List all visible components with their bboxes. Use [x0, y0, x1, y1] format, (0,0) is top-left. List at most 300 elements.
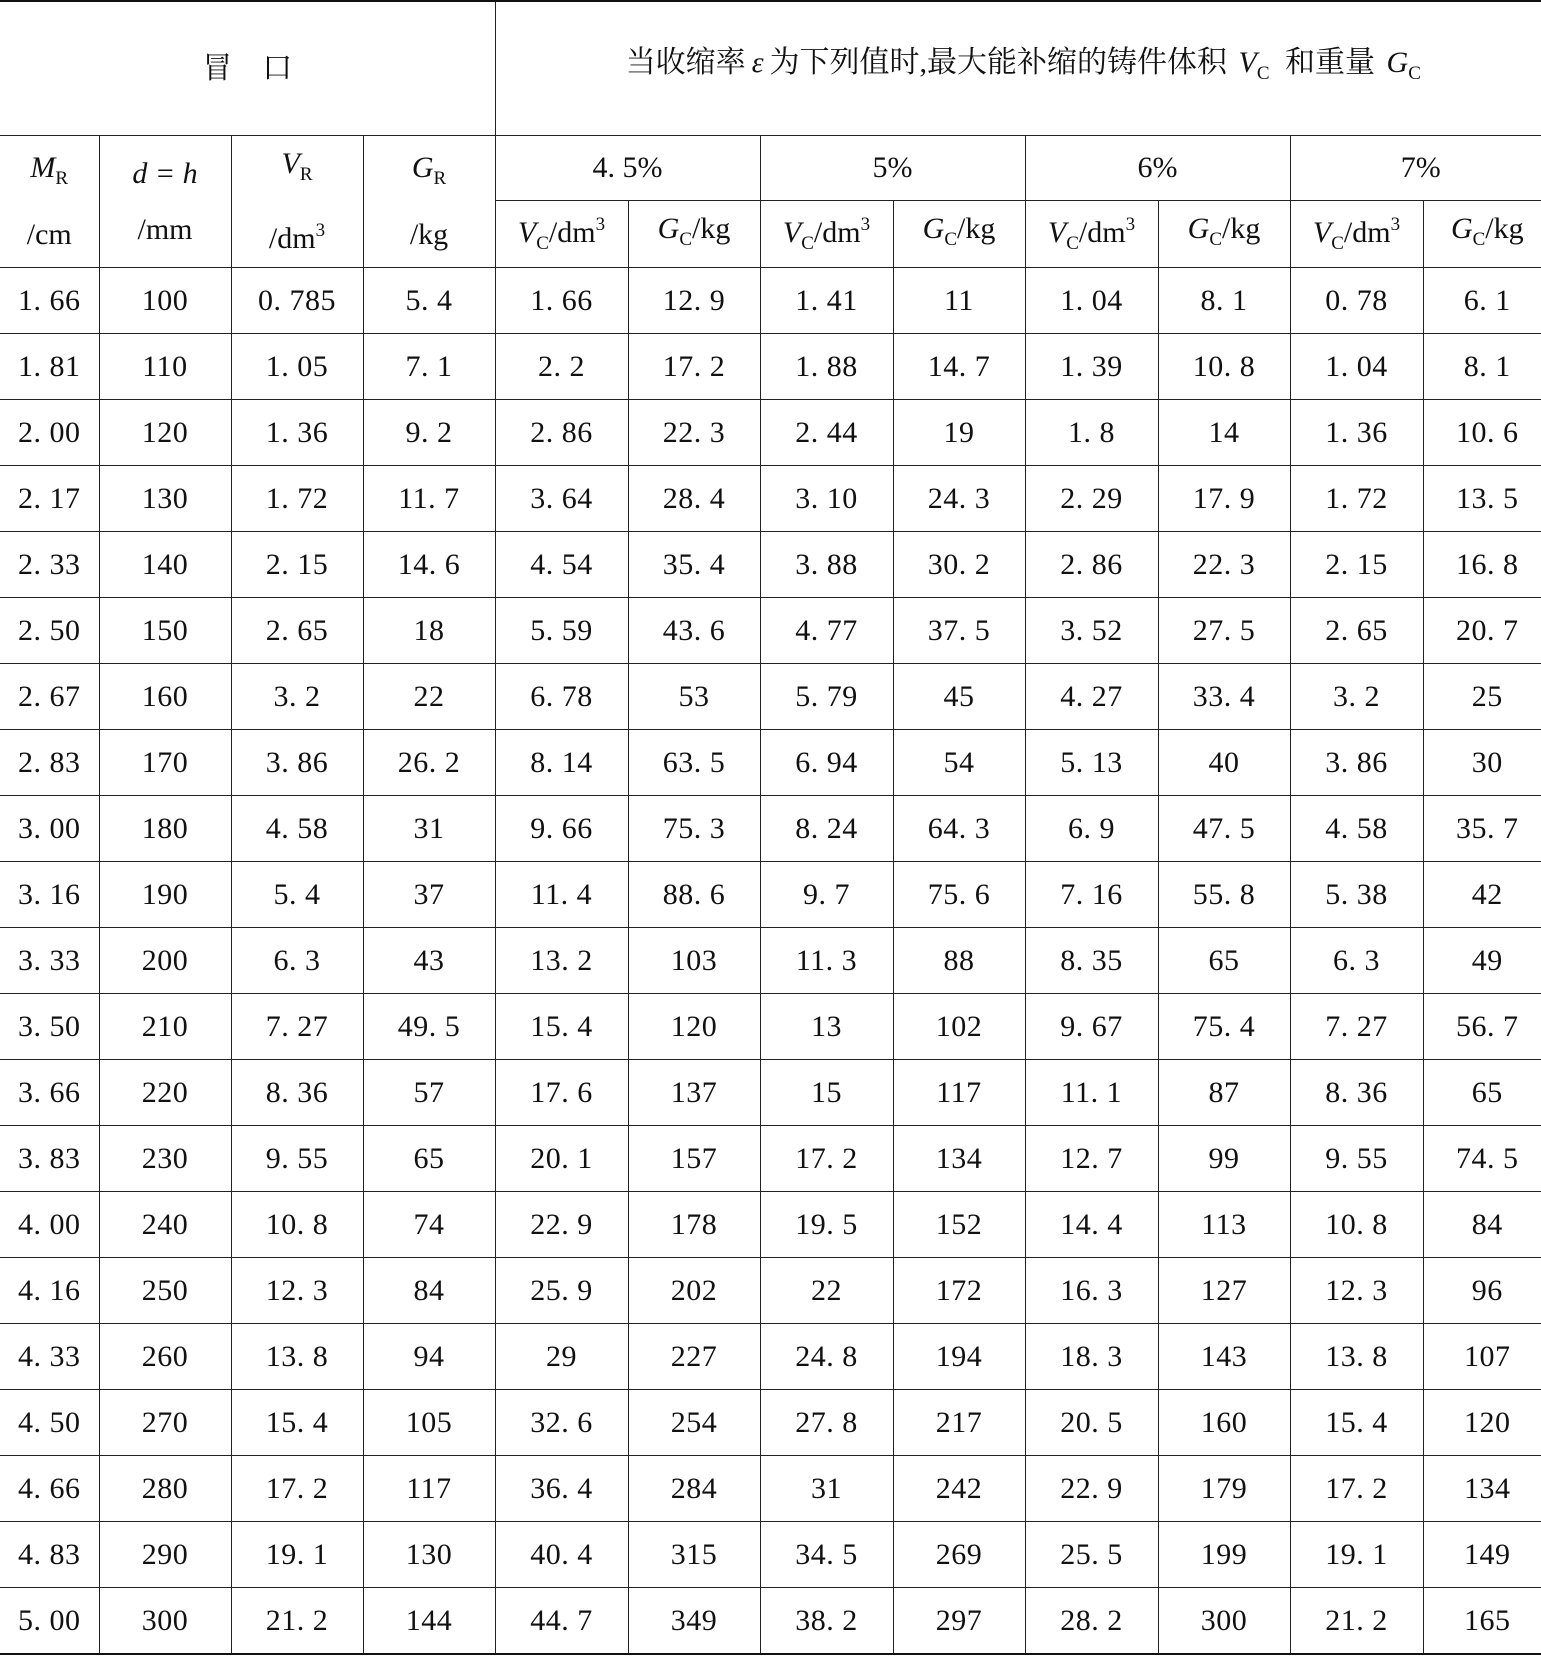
table-body	[0, 268, 1541, 1655]
condition-and: 和重量	[1285, 46, 1376, 79]
cell-vr: 17. 2	[231, 1456, 363, 1522]
cell-mr: 3. 83	[0, 1126, 99, 1192]
cell-vc-4-5: 3. 64	[495, 466, 628, 532]
cell-vc-5: 2. 44	[760, 400, 893, 466]
cell-vr: 1. 05	[231, 334, 363, 400]
table-row	[0, 268, 1541, 334]
vc-sub-symbol: V	[1047, 215, 1067, 249]
cell-gc-6: 65	[1158, 928, 1290, 994]
vc-sub-unit-sup: 3	[1390, 213, 1401, 235]
cell-gc-5: 37. 5	[893, 598, 1025, 664]
cell-gc-4-5: 53	[628, 664, 760, 730]
cell-vc-5: 22	[760, 1258, 893, 1324]
mr-subscript: R	[55, 168, 69, 189]
gc-sub-subscript: C	[944, 228, 957, 250]
cell-gc-5: 297	[893, 1588, 1025, 1655]
cell-dh: 140	[99, 532, 231, 598]
cell-vc-5: 19. 5	[760, 1192, 893, 1258]
cell-gc-5: 269	[893, 1522, 1025, 1588]
vc-sub-subscript: C	[1066, 232, 1079, 254]
cell-gc-6: 33. 4	[1158, 664, 1290, 730]
cell-dh: 210	[99, 994, 231, 1060]
cell-vc-4-5: 25. 9	[495, 1258, 628, 1324]
cell-mr: 4. 33	[0, 1324, 99, 1390]
gr-unit: /kg	[409, 218, 449, 251]
cell-vr: 13. 8	[231, 1324, 363, 1390]
cell-vc-6: 6. 9	[1025, 796, 1158, 862]
riser-group-header	[0, 1, 495, 136]
cell-mr: 2. 83	[0, 730, 99, 796]
cell-gc-5: 134	[893, 1126, 1025, 1192]
cell-gr: 130	[363, 1522, 495, 1588]
cell-vc-4-5: 22. 9	[495, 1192, 628, 1258]
cell-vc-6: 8. 35	[1025, 928, 1158, 994]
cell-gc-7: 10. 6	[1423, 400, 1541, 466]
vc-sub-symbol: V	[1312, 215, 1332, 249]
cell-vc-6: 14. 4	[1025, 1192, 1158, 1258]
cell-vc-4-5: 5. 59	[495, 598, 628, 664]
cell-gc-6: 75. 4	[1158, 994, 1290, 1060]
cell-gc-7: 149	[1423, 1522, 1541, 1588]
cell-gr: 18	[363, 598, 495, 664]
cell-vc-6: 2. 29	[1025, 466, 1158, 532]
cell-gc-4-5: 315	[628, 1522, 760, 1588]
table-row	[0, 862, 1541, 928]
cell-gr: 22	[363, 664, 495, 730]
cell-dh: 190	[99, 862, 231, 928]
cell-gc-4-5: 202	[628, 1258, 760, 1324]
gc-sub-symbol: G	[1450, 211, 1473, 245]
cell-gr: 31	[363, 796, 495, 862]
cell-vc-5: 6. 94	[760, 730, 893, 796]
cell-vc-7: 1. 04	[1290, 334, 1423, 400]
cell-gr: 37	[363, 862, 495, 928]
cell-gr: 49. 5	[363, 994, 495, 1060]
cell-vc-4-5: 1. 66	[495, 268, 628, 334]
cell-mr: 2. 67	[0, 664, 99, 730]
vc-subscript: C	[1256, 63, 1270, 84]
cell-gc-6: 22. 3	[1158, 532, 1290, 598]
cell-vc-6: 4. 27	[1025, 664, 1158, 730]
cell-gc-6: 8. 1	[1158, 268, 1290, 334]
vc-sub-unit: /dm	[1078, 215, 1126, 249]
cell-vc-7: 3. 86	[1290, 730, 1423, 796]
dh-label: d = h	[132, 156, 198, 190]
cell-gc-6: 87	[1158, 1060, 1290, 1126]
rate-header-6: 6%	[1025, 136, 1290, 201]
cell-gc-6: 179	[1158, 1456, 1290, 1522]
cell-gc-5: 194	[893, 1324, 1025, 1390]
gc-sub-unit: /kg	[692, 211, 731, 245]
subheader-gc-7	[1423, 201, 1541, 268]
rate-header-5: 5%	[760, 136, 1025, 201]
cell-vc-7: 12. 3	[1290, 1258, 1423, 1324]
cell-gc-5: 64. 3	[893, 796, 1025, 862]
cell-dh: 230	[99, 1126, 231, 1192]
cell-vc-6: 16. 3	[1025, 1258, 1158, 1324]
cell-vc-6: 3. 52	[1025, 598, 1158, 664]
cell-vr: 10. 8	[231, 1192, 363, 1258]
cell-mr: 3. 16	[0, 862, 99, 928]
cell-vr: 2. 15	[231, 532, 363, 598]
cell-gc-5: 117	[893, 1060, 1025, 1126]
mr-symbol: M	[30, 151, 56, 184]
cell-gc-7: 8. 1	[1423, 334, 1541, 400]
vr-unit: /dm	[268, 222, 316, 255]
gc-sub-subscript: C	[1472, 228, 1486, 250]
rate-header-7: 7%	[1290, 136, 1541, 201]
cell-gc-5: 45	[893, 664, 1025, 730]
gc-sub-symbol: G	[922, 211, 945, 245]
subheader-vc-5	[760, 201, 893, 268]
cell-vc-6: 1. 8	[1025, 400, 1158, 466]
cell-gc-4-5: 35. 4	[628, 532, 760, 598]
cell-vc-7: 2. 15	[1290, 532, 1423, 598]
cell-dh: 270	[99, 1390, 231, 1456]
cell-dh: 130	[99, 466, 231, 532]
cell-vc-6: 9. 67	[1025, 994, 1158, 1060]
cell-vc-6: 7. 16	[1025, 862, 1158, 928]
subheader-gc-5	[893, 201, 1025, 268]
table-row	[0, 1126, 1541, 1192]
cell-vr: 21. 2	[231, 1588, 363, 1655]
cell-vc-4-5: 40. 4	[495, 1522, 628, 1588]
table-row	[0, 1390, 1541, 1456]
cell-mr: 4. 16	[0, 1258, 99, 1324]
cell-gc-5: 152	[893, 1192, 1025, 1258]
cell-dh: 290	[99, 1522, 231, 1588]
cell-vc-5: 17. 2	[760, 1126, 893, 1192]
cell-gr: 57	[363, 1060, 495, 1126]
subheader-vc-6	[1025, 201, 1158, 268]
cell-gc-5: 172	[893, 1258, 1025, 1324]
cell-vc-4-5: 32. 6	[495, 1390, 628, 1456]
cell-mr: 2. 33	[0, 532, 99, 598]
table-row	[0, 1522, 1541, 1588]
cell-vc-7: 2. 65	[1290, 598, 1423, 664]
cell-gr: 65	[363, 1126, 495, 1192]
vr-subscript: R	[299, 164, 313, 185]
cell-gc-7: 96	[1423, 1258, 1541, 1324]
cell-vc-4-5: 9. 66	[495, 796, 628, 862]
vr-unit-sup: 3	[315, 220, 326, 241]
cell-mr: 3. 00	[0, 796, 99, 862]
cell-gc-4-5: 254	[628, 1390, 760, 1456]
cell-vr: 3. 86	[231, 730, 363, 796]
cell-vc-6: 1. 04	[1025, 268, 1158, 334]
cell-vc-7: 8. 36	[1290, 1060, 1423, 1126]
cell-gc-7: 20. 7	[1423, 598, 1541, 664]
cell-vc-5: 31	[760, 1456, 893, 1522]
cell-gc-4-5: 28. 4	[628, 466, 760, 532]
cell-gc-7: 49	[1423, 928, 1541, 994]
cell-vc-6: 1. 39	[1025, 334, 1158, 400]
cell-vc-4-5: 6. 78	[495, 664, 628, 730]
cell-gr: 94	[363, 1324, 495, 1390]
cell-gc-6: 17. 9	[1158, 466, 1290, 532]
cell-vc-4-5: 44. 7	[495, 1588, 628, 1655]
table-row	[0, 994, 1541, 1060]
cell-vc-5: 3. 10	[760, 466, 893, 532]
cell-gc-6: 10. 8	[1158, 334, 1290, 400]
vc-symbol: V	[1238, 46, 1257, 79]
cell-gc-4-5: 120	[628, 994, 760, 1060]
cell-gc-4-5: 75. 3	[628, 796, 760, 862]
cell-vc-7: 3. 2	[1290, 664, 1423, 730]
gc-sub-unit: /kg	[1222, 211, 1261, 245]
table-row	[0, 1258, 1541, 1324]
cell-gc-5: 242	[893, 1456, 1025, 1522]
table-row	[0, 928, 1541, 994]
cell-vr: 19. 1	[231, 1522, 363, 1588]
cell-vc-6: 25. 5	[1025, 1522, 1158, 1588]
condition-middle: 为下列值时,最大能补缩的铸件体积	[769, 46, 1228, 79]
gr-subscript: R	[433, 168, 447, 189]
cell-gc-7: 65	[1423, 1060, 1541, 1126]
cell-gr: 14. 6	[363, 532, 495, 598]
cell-dh: 250	[99, 1258, 231, 1324]
cell-gc-5: 88	[893, 928, 1025, 994]
cell-gc-7: 107	[1423, 1324, 1541, 1390]
cell-gc-6: 47. 5	[1158, 796, 1290, 862]
cell-mr: 2. 50	[0, 598, 99, 664]
cell-vc-7: 19. 1	[1290, 1522, 1423, 1588]
table-row	[0, 796, 1541, 862]
cell-vc-4-5: 36. 4	[495, 1456, 628, 1522]
cell-gc-6: 300	[1158, 1588, 1290, 1655]
cell-vc-6: 11. 1	[1025, 1060, 1158, 1126]
col-header-dh	[99, 136, 231, 268]
cell-gc-7: 56. 7	[1423, 994, 1541, 1060]
cell-vc-5: 13	[760, 994, 893, 1060]
cell-vc-4-5: 20. 1	[495, 1126, 628, 1192]
cell-gc-4-5: 284	[628, 1456, 760, 1522]
cell-mr: 4. 83	[0, 1522, 99, 1588]
cell-vc-7: 15. 4	[1290, 1390, 1423, 1456]
cell-gc-6: 27. 5	[1158, 598, 1290, 664]
cell-vc-5: 24. 8	[760, 1324, 893, 1390]
cell-mr: 4. 50	[0, 1390, 99, 1456]
gc-symbol: G	[1386, 46, 1409, 79]
vc-sub-subscript: C	[801, 232, 814, 254]
col-header-mr	[0, 136, 99, 268]
gr-symbol: G	[411, 151, 434, 184]
cell-vc-4-5: 17. 6	[495, 1060, 628, 1126]
cell-vc-5: 4. 77	[760, 598, 893, 664]
table-row	[0, 1324, 1541, 1390]
cell-vc-4-5: 2. 2	[495, 334, 628, 400]
cell-gc-4-5: 349	[628, 1588, 760, 1655]
cell-gc-4-5: 137	[628, 1060, 760, 1126]
cell-gc-6: 113	[1158, 1192, 1290, 1258]
cell-gc-7: 165	[1423, 1588, 1541, 1655]
cell-mr: 2. 17	[0, 466, 99, 532]
vc-sub-unit: /dm	[1343, 215, 1391, 249]
gc-sub-unit: /kg	[1485, 211, 1524, 245]
cell-vc-7: 10. 8	[1290, 1192, 1423, 1258]
subheader-vc-7	[1290, 201, 1423, 268]
cell-dh: 150	[99, 598, 231, 664]
cell-gc-5: 217	[893, 1390, 1025, 1456]
condition-prefix: 当收缩率	[625, 46, 746, 79]
cell-gc-5: 14. 7	[893, 334, 1025, 400]
vc-sub-unit-sup: 3	[595, 213, 606, 235]
cell-gc-6: 143	[1158, 1324, 1290, 1390]
cell-dh: 170	[99, 730, 231, 796]
cell-vc-4-5: 8. 14	[495, 730, 628, 796]
cell-gc-5: 30. 2	[893, 532, 1025, 598]
cell-gc-7: 6. 1	[1423, 268, 1541, 334]
cell-gc-7: 42	[1423, 862, 1541, 928]
cell-gc-6: 14	[1158, 400, 1290, 466]
cell-mr: 3. 50	[0, 994, 99, 1060]
table-row	[0, 1192, 1541, 1258]
cell-vr: 8. 36	[231, 1060, 363, 1126]
vc-sub-symbol: V	[517, 215, 537, 249]
cell-vr: 1. 36	[231, 400, 363, 466]
cell-gr: 84	[363, 1258, 495, 1324]
cell-gr: 43	[363, 928, 495, 994]
cell-vc-6: 20. 5	[1025, 1390, 1158, 1456]
cell-vr: 5. 4	[231, 862, 363, 928]
vc-sub-subscript: C	[1331, 232, 1344, 254]
gc-sub-subscript: C	[679, 228, 692, 250]
table-row	[0, 598, 1541, 664]
cell-gc-6: 40	[1158, 730, 1290, 796]
cell-gc-4-5: 63. 5	[628, 730, 760, 796]
cell-vr: 7. 27	[231, 994, 363, 1060]
cell-gc-5: 75. 6	[893, 862, 1025, 928]
cell-dh: 180	[99, 796, 231, 862]
cell-gc-4-5: 22. 3	[628, 400, 760, 466]
cell-vc-4-5: 13. 2	[495, 928, 628, 994]
vc-sub-unit-sup: 3	[1125, 213, 1136, 235]
cell-vc-4-5: 4. 54	[495, 532, 628, 598]
cell-vr: 0. 785	[231, 268, 363, 334]
cell-gc-7: 120	[1423, 1390, 1541, 1456]
cell-vr: 9. 55	[231, 1126, 363, 1192]
cell-dh: 200	[99, 928, 231, 994]
cell-vc-5: 27. 8	[760, 1390, 893, 1456]
subheader-gc-4-5	[628, 201, 760, 268]
cell-vc-6: 12. 7	[1025, 1126, 1158, 1192]
table-row	[0, 466, 1541, 532]
cell-vc-6: 22. 9	[1025, 1456, 1158, 1522]
vc-sub-unit: /dm	[813, 215, 861, 249]
cell-gc-7: 25	[1423, 664, 1541, 730]
cell-dh: 110	[99, 334, 231, 400]
table-row	[0, 1456, 1541, 1522]
cell-dh: 220	[99, 1060, 231, 1126]
cell-vr: 12. 3	[231, 1258, 363, 1324]
cell-vc-4-5: 15. 4	[495, 994, 628, 1060]
cell-vr: 15. 4	[231, 1390, 363, 1456]
cell-gc-5: 19	[893, 400, 1025, 466]
cell-mr: 3. 66	[0, 1060, 99, 1126]
cell-gc-5: 54	[893, 730, 1025, 796]
capacity-group-header	[495, 1, 1541, 136]
cell-gc-4-5: 157	[628, 1126, 760, 1192]
cell-vc-6: 5. 13	[1025, 730, 1158, 796]
cell-gr: 117	[363, 1456, 495, 1522]
gc-sub-unit: /kg	[957, 211, 996, 245]
cell-vr: 4. 58	[231, 796, 363, 862]
cell-vc-5: 5. 79	[760, 664, 893, 730]
cell-vc-7: 5. 38	[1290, 862, 1423, 928]
cell-vc-7: 0. 78	[1290, 268, 1423, 334]
riser-title: 冒 口	[202, 51, 293, 85]
cell-gc-5: 11	[893, 268, 1025, 334]
cell-gc-7: 30	[1423, 730, 1541, 796]
cell-mr: 1. 81	[0, 334, 99, 400]
dh-unit: /mm	[137, 212, 193, 246]
vc-sub-unit: /dm	[548, 215, 596, 249]
cell-vc-5: 3. 88	[760, 532, 893, 598]
table-row	[0, 532, 1541, 598]
cell-gc-5: 24. 3	[893, 466, 1025, 532]
cell-vc-7: 1. 36	[1290, 400, 1423, 466]
subheader-gc-6	[1158, 201, 1290, 268]
table-row	[0, 664, 1541, 730]
cell-gc-6: 199	[1158, 1522, 1290, 1588]
rate-header-4-5: 4. 5%	[495, 136, 760, 201]
cell-gc-4-5: 43. 6	[628, 598, 760, 664]
cell-gc-5: 102	[893, 994, 1025, 1060]
cell-gr: 105	[363, 1390, 495, 1456]
table-row	[0, 334, 1541, 400]
subheader-vc-4-5	[495, 201, 628, 268]
cell-dh: 100	[99, 268, 231, 334]
cell-gr: 26. 2	[363, 730, 495, 796]
cell-vc-4-5: 29	[495, 1324, 628, 1390]
col-header-gr	[363, 136, 495, 268]
gc-subscript: C	[1408, 63, 1421, 84]
cell-mr: 5. 00	[0, 1588, 99, 1655]
cell-gc-7: 13. 5	[1423, 466, 1541, 532]
cell-vr: 2. 65	[231, 598, 363, 664]
table-row	[0, 400, 1541, 466]
cell-gc-4-5: 103	[628, 928, 760, 994]
cell-gc-7: 16. 8	[1423, 532, 1541, 598]
cell-dh: 240	[99, 1192, 231, 1258]
cell-gc-4-5: 88. 6	[628, 862, 760, 928]
gc-sub-subscript: C	[1209, 228, 1222, 250]
cell-gr: 74	[363, 1192, 495, 1258]
vc-sub-subscript: C	[536, 232, 549, 254]
cell-vc-4-5: 2. 86	[495, 400, 628, 466]
cell-vc-5: 38. 2	[760, 1588, 893, 1655]
vc-sub-unit-sup: 3	[860, 213, 871, 235]
cell-gc-7: 35. 7	[1423, 796, 1541, 862]
cell-dh: 160	[99, 664, 231, 730]
cell-vc-7: 7. 27	[1290, 994, 1423, 1060]
cell-vc-5: 1. 88	[760, 334, 893, 400]
cell-gc-7: 134	[1423, 1456, 1541, 1522]
cell-gc-4-5: 227	[628, 1324, 760, 1390]
gc-sub-symbol: G	[657, 211, 680, 245]
cell-vc-5: 1. 41	[760, 268, 893, 334]
table-row	[0, 1588, 1541, 1655]
cell-vc-4-5: 11. 4	[495, 862, 628, 928]
cell-gr: 5. 4	[363, 268, 495, 334]
table-row	[0, 1060, 1541, 1126]
cell-gc-7: 84	[1423, 1192, 1541, 1258]
cell-gr: 11. 7	[363, 466, 495, 532]
mr-unit: /cm	[26, 218, 72, 251]
cell-vc-7: 9. 55	[1290, 1126, 1423, 1192]
cell-vc-5: 34. 5	[760, 1522, 893, 1588]
cell-vc-6: 2. 86	[1025, 532, 1158, 598]
